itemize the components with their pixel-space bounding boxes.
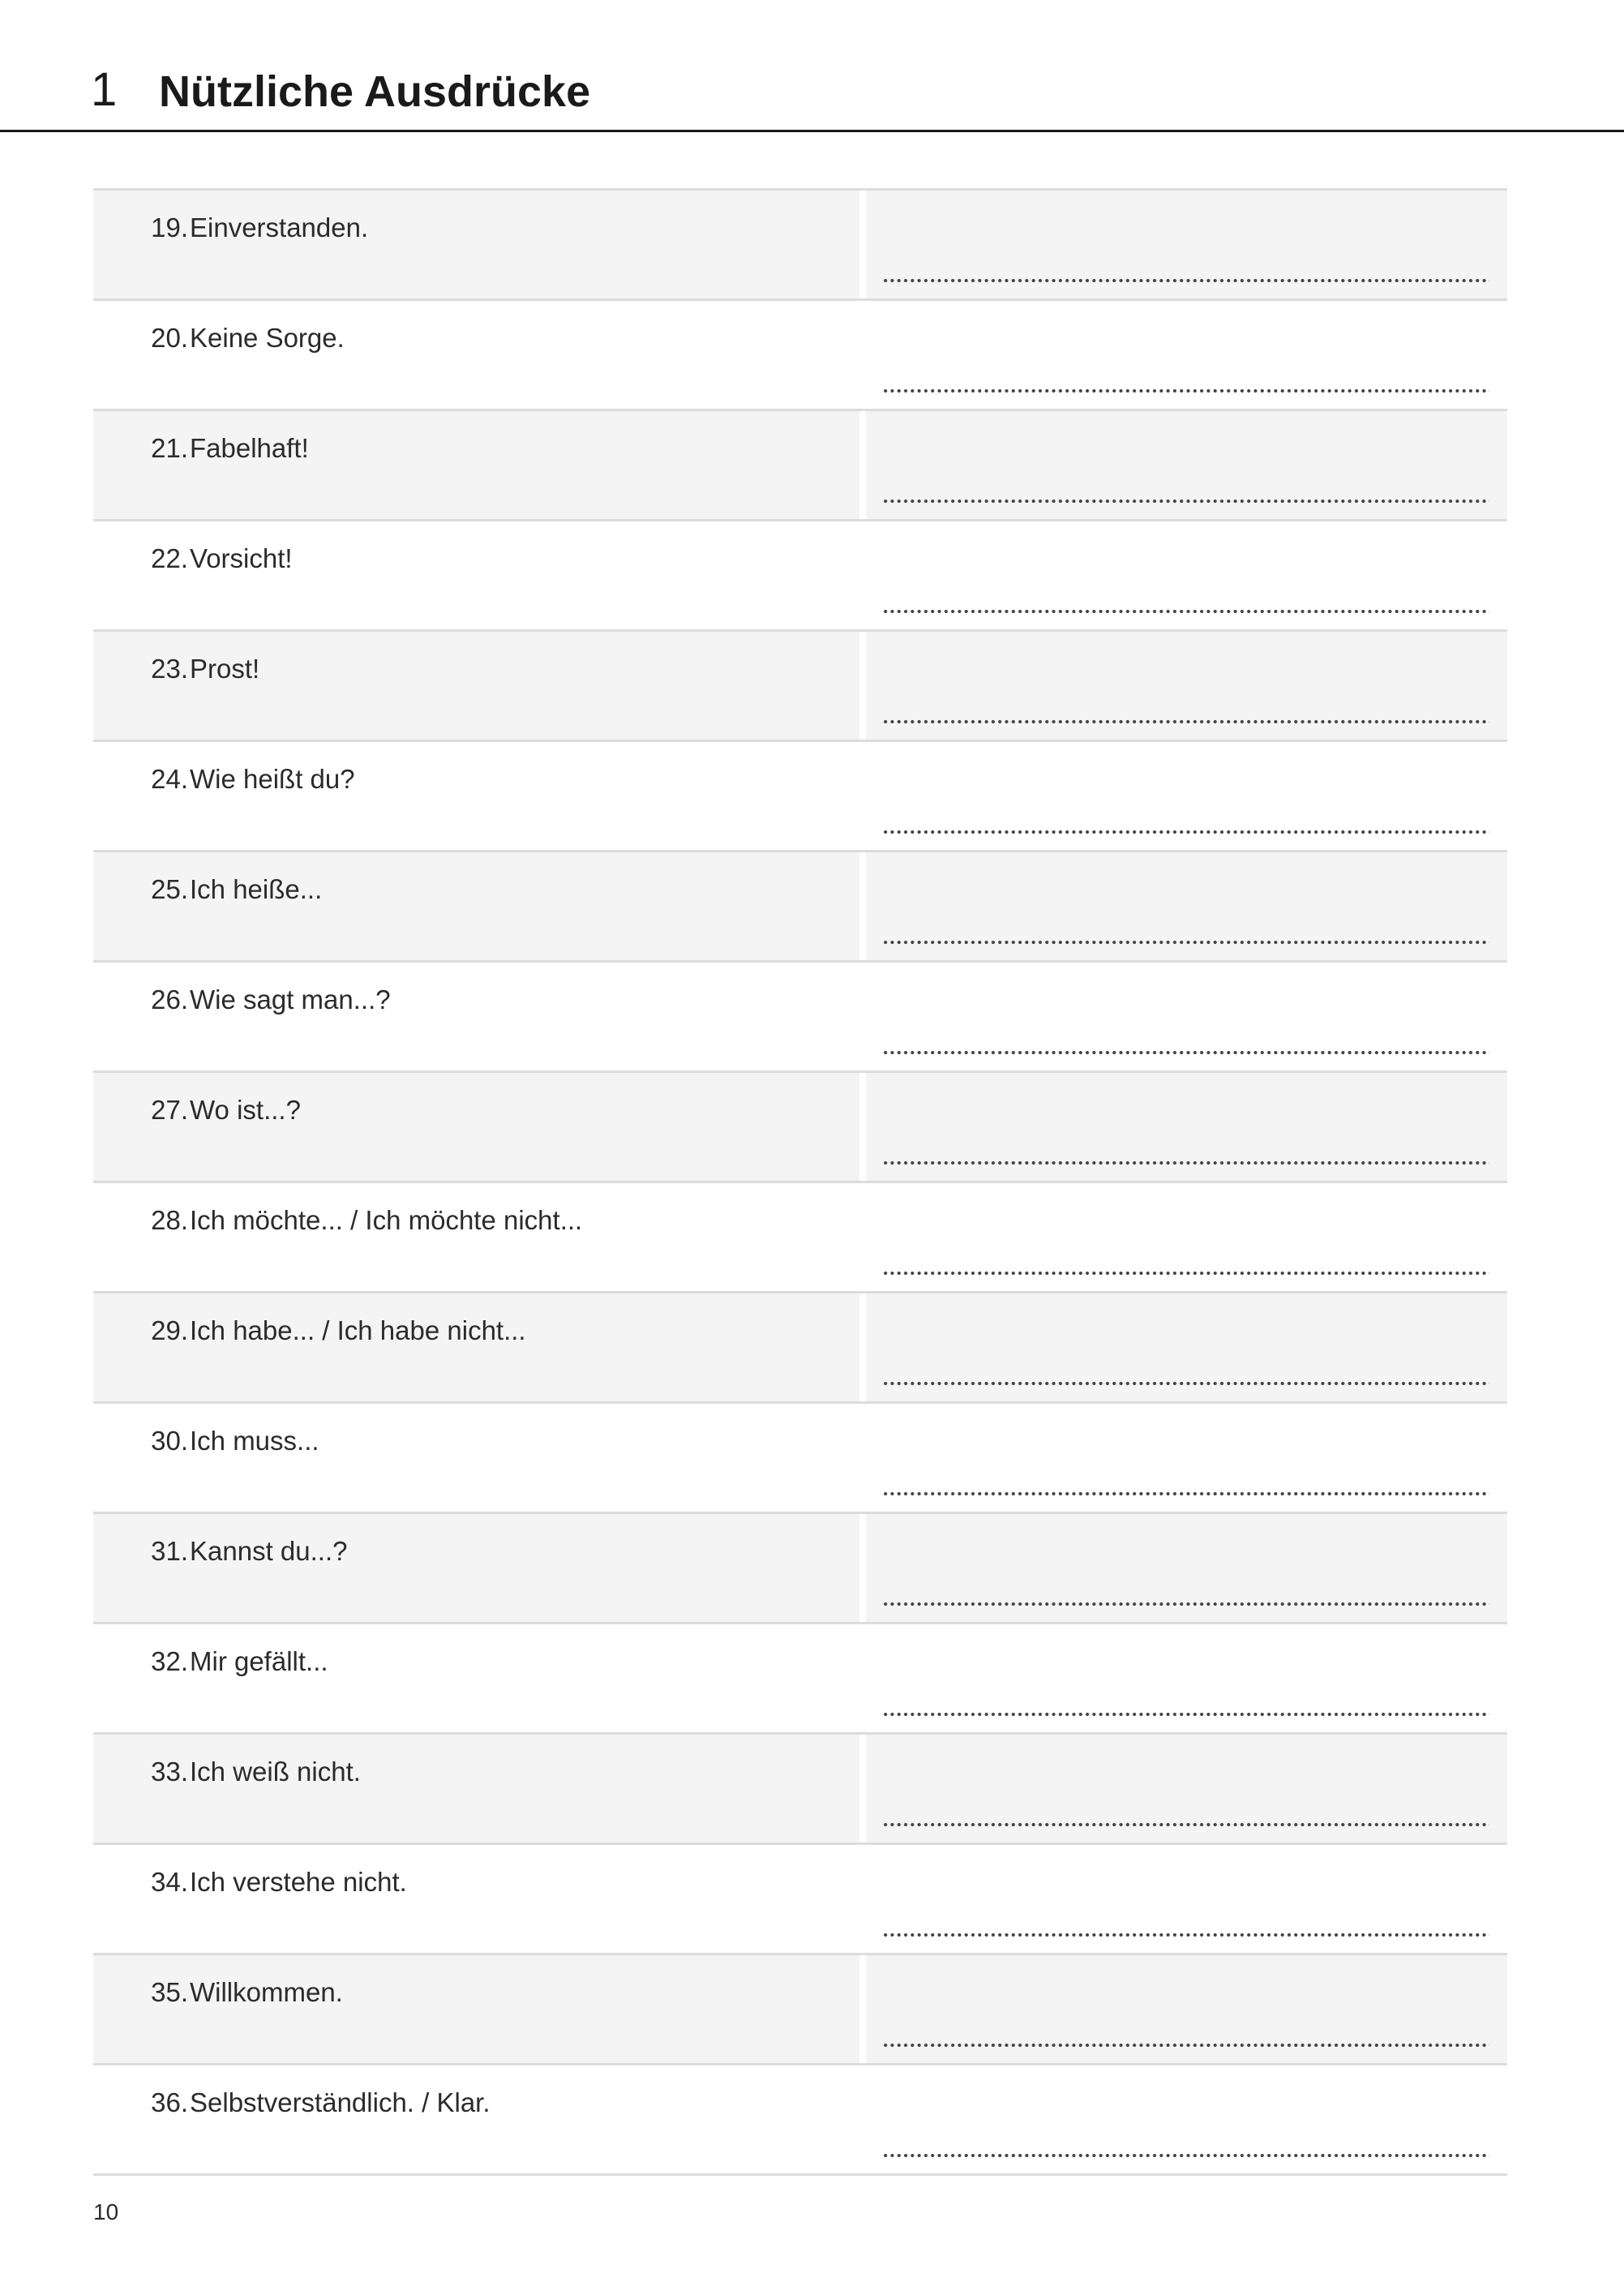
phrase-cell: [93, 2066, 859, 2173]
answer-dotted-line: [882, 388, 1489, 393]
row-number: 27.: [151, 1095, 188, 1125]
phrase-text: Ich habe... / Ich habe nicht...: [190, 1315, 526, 1345]
row-number: 24.: [151, 764, 188, 794]
table-row: [93, 411, 1507, 521]
phrase-cell: [93, 1514, 859, 1622]
row-number: 30.: [151, 1426, 188, 1456]
chapter-title: Nützliche Ausdrücke: [159, 67, 591, 116]
table-row: [93, 1735, 1507, 1845]
phrase-text: Ich muss...: [190, 1426, 319, 1456]
answer-dotted-line: [882, 830, 1489, 834]
row-number: 29.: [151, 1315, 188, 1345]
phrase-cell: [93, 1735, 859, 1842]
answer-dotted-line: [882, 719, 1489, 724]
phrase-text: Wie sagt man...?: [190, 984, 391, 1015]
answer-cell[interactable]: [866, 1624, 1507, 1732]
phrase-cell: [93, 191, 859, 298]
table-row: [93, 632, 1507, 742]
phrase-text: Wo ist...?: [190, 1095, 301, 1125]
answer-cell[interactable]: [866, 1514, 1507, 1622]
answer-cell[interactable]: [866, 1404, 1507, 1512]
row-number: 28.: [151, 1205, 188, 1235]
table-row: [93, 191, 1507, 301]
phrase-cell: [93, 1845, 859, 1953]
answer-dotted-line: [882, 1381, 1489, 1386]
page-header: [0, 0, 1624, 132]
answer-dotted-line: [882, 1491, 1489, 1496]
phrase-cell: [93, 852, 859, 960]
phrase-cell: [93, 1404, 859, 1512]
phrase-text: Vorsicht!: [190, 543, 293, 573]
row-number: 25.: [151, 874, 188, 904]
phrase-text: Keine Sorge.: [190, 323, 345, 353]
row-number: 19.: [151, 212, 188, 242]
row-number: 20.: [151, 323, 188, 353]
answer-cell[interactable]: [866, 1845, 1507, 1953]
row-number: 23.: [151, 654, 188, 684]
table-row: [93, 1845, 1507, 1955]
answer-dotted-line: [882, 2043, 1489, 2048]
table-row: [93, 1624, 1507, 1735]
answer-cell[interactable]: [866, 852, 1507, 960]
phrase-text: Ich weiß nicht.: [190, 1757, 361, 1787]
phrase-text: Selbstverständlich. / Klar.: [190, 2087, 491, 2117]
phrase-text: Mir gefällt...: [190, 1646, 328, 1676]
phrase-cell: [93, 742, 859, 850]
row-number: 21.: [151, 433, 188, 463]
answer-dotted-line: [882, 1933, 1489, 1937]
phrase-cell: [93, 521, 859, 629]
phrase-cell: [93, 411, 859, 519]
phrase-text: Einverstanden.: [190, 212, 369, 242]
answer-dotted-line: [882, 2153, 1489, 2158]
phrase-cell: [93, 301, 859, 409]
row-number: 22.: [151, 543, 188, 573]
answer-cell[interactable]: [866, 742, 1507, 850]
answer-cell[interactable]: [866, 2066, 1507, 2173]
answer-cell[interactable]: [866, 521, 1507, 629]
answer-cell[interactable]: [866, 632, 1507, 740]
phrase-text: Ich verstehe nicht.: [190, 1867, 407, 1897]
answer-cell[interactable]: [866, 191, 1507, 298]
table-row: [93, 1293, 1507, 1404]
answer-cell[interactable]: [866, 1735, 1507, 1842]
phrase-text: Ich möchte... / Ich möchte nicht...: [190, 1205, 583, 1235]
table-row: [93, 1404, 1507, 1514]
table-row: [93, 963, 1507, 1073]
phrase-text: Prost!: [190, 654, 260, 684]
answer-dotted-line: [882, 278, 1489, 283]
answer-dotted-line: [882, 1271, 1489, 1276]
answer-cell[interactable]: [866, 1183, 1507, 1291]
table-row: [93, 521, 1507, 632]
answer-cell[interactable]: [866, 411, 1507, 519]
answer-dotted-line: [882, 1160, 1489, 1165]
phrase-cell: [93, 1955, 859, 2063]
answer-dotted-line: [882, 499, 1489, 504]
table-row: [93, 1073, 1507, 1183]
answer-dotted-line: [882, 1050, 1489, 1055]
answer-dotted-line: [882, 1712, 1489, 1717]
phrase-text: Fabelhaft!: [190, 433, 309, 463]
table-row: [93, 2066, 1507, 2176]
row-number: 36.: [151, 2087, 188, 2117]
phrase-cell: [93, 1073, 859, 1181]
answer-cell[interactable]: [866, 301, 1507, 409]
chapter-number: 1: [91, 63, 118, 116]
table-row: [93, 852, 1507, 963]
table-row: [93, 301, 1507, 411]
row-number: 32.: [151, 1646, 188, 1676]
table-row: [93, 1183, 1507, 1293]
phrase-cell: [93, 1624, 859, 1732]
answer-cell[interactable]: [866, 1955, 1507, 2063]
answer-dotted-line: [882, 609, 1489, 614]
phrase-text: Ich heiße...: [190, 874, 323, 904]
phrase-text: Willkommen.: [190, 1977, 343, 2007]
answer-dotted-line: [882, 1822, 1489, 1827]
table-row: [93, 742, 1507, 852]
phrase-text: Kannst du...?: [190, 1536, 348, 1566]
phrase-cell: [93, 963, 859, 1070]
answer-cell[interactable]: [866, 1073, 1507, 1181]
row-number: 34.: [151, 1867, 188, 1897]
phrase-cell: [93, 1293, 859, 1401]
phrase-table: [93, 188, 1507, 2176]
row-number: 31.: [151, 1536, 188, 1566]
answer-cell[interactable]: [866, 1293, 1507, 1401]
row-number: 35.: [151, 1977, 188, 2007]
answer-dotted-line: [882, 940, 1489, 945]
page-number: 10: [93, 2199, 119, 2224]
phrase-text: Wie heißt du?: [190, 764, 355, 794]
row-number: 26.: [151, 984, 188, 1015]
answer-dotted-line: [882, 1602, 1489, 1606]
row-number: 33.: [151, 1757, 188, 1787]
table-row: [93, 1955, 1507, 2066]
phrase-cell: [93, 632, 859, 740]
answer-cell[interactable]: [866, 963, 1507, 1070]
table-row: [93, 1514, 1507, 1624]
phrase-cell: [93, 1183, 859, 1291]
